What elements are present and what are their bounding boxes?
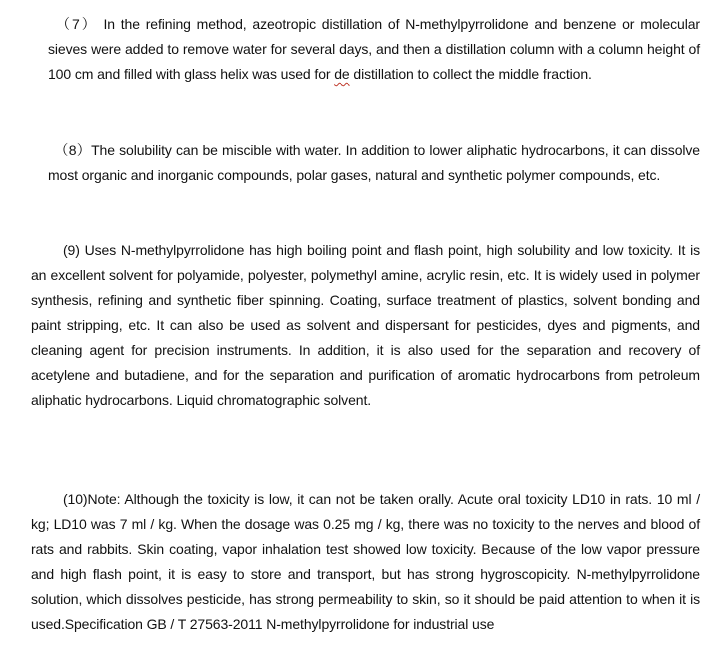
paragraph-10 xyxy=(31,487,700,637)
paragraph-9 xyxy=(31,238,700,413)
paragraph-7 xyxy=(48,12,700,87)
paragraph-10-text: Note: Although the toxicity is low, it can not be taken orally. Acute oral toxicity LD10 in rats. 10 ml / kg; LD10 was 7 ml / kg. When the dosage was 0.25 mg / kg, there was no toxicity to the nerves and blood of rats and rabbits. Skin coating, vapor inhalation test showed low toxicity. Because of the low vapor pressure and high flash point, it is easy to store and transport, but has strong hygroscopicity. N-methylpyrrolidone solution, which dissolves pesticide, has strong permeability to skin, so it should be paid attention to when it is used.Specification GB / T 27563-2011 N-methylpyrrolidone for industrial use xyxy=(31,491,700,632)
paragraph-8-text: The solubility can be miscible with water. In addition to lower aliphatic hydrocarbons, it can dissolve most organic and inorganic compounds, polar gases, natural and synthetic polymer compounds, etc. xyxy=(48,142,700,183)
spellcheck-flagged-word[interactable]: de xyxy=(334,66,350,82)
paragraph-9-number: (9) xyxy=(63,242,80,258)
paragraph-8-number: （8） xyxy=(54,142,92,158)
paragraph-7-text-start: In the refining method, azeotropic distillation of N-methylpyrrolidone and benzene or molecular sieves were added to remove water for several days, and then a distillation column with a column height of 100 cm and filled with glass helix was used for xyxy=(48,16,700,82)
paragraph-7-text-end: distillation to collect the middle fraction. xyxy=(353,66,592,82)
paragraph-9-text: Uses N-methylpyrrolidone has high boiling point and flash point, high solubility and low toxicity. It is an excellent solvent for polyamide, polyester, polymethyl amine, acrylic resin, etc. It is widely used in polymer synthesis, refining and synthetic fiber spinning. Coating, surface treatment of plastics, solvent bonding and paint stripping, etc. It can also be used as solvent and dispersant for pesticides, dyes and pigments, and cleaning agent for precision instruments. In addition, it is also used for the separation and recovery of acetylene and butadiene, and for the separation and purification of aromatic hydrocarbons from petroleum aliphatic hydrocarbons. Liquid chromatographic solvent. xyxy=(31,242,701,408)
paragraph-8 xyxy=(48,138,700,188)
paragraph-10-number: (10) xyxy=(63,491,88,507)
paragraph-7-number: （7） xyxy=(54,16,98,32)
